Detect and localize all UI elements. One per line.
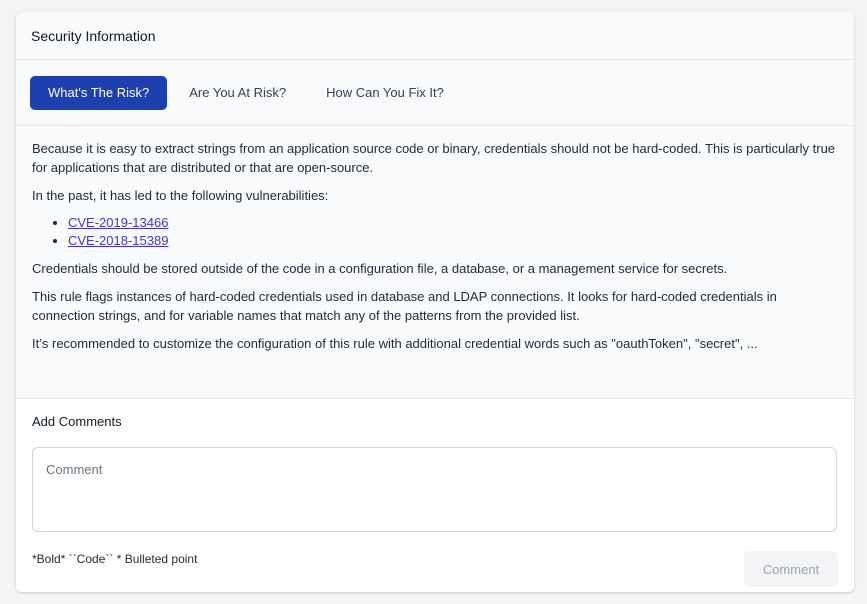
comment-input[interactable]: [32, 447, 837, 532]
vulnerability-list: [32, 214, 838, 250]
comment-submit-button[interactable]: Comment: [744, 551, 838, 587]
card-header: [16, 12, 854, 60]
cve-link-2018-15389[interactable]: CVE-2018-15389: [68, 233, 169, 248]
content-paragraph: This rule flags instances of hard-coded credentials used in database and LDAP connections. It looks for hard-coded credentials in connection strings, and for variable names that match any of the patterns from the provided list.: [32, 289, 777, 323]
tab-bar: [16, 60, 854, 126]
list-item: [68, 232, 838, 250]
security-info-card: [16, 12, 854, 592]
tab-are-you-at-risk[interactable]: Are You At Risk?: [171, 76, 304, 110]
comments-title: Add Comments: [32, 414, 122, 429]
markdown-hint: *Bold* ``Code`` * Bulleted point: [32, 552, 198, 566]
content-paragraph: It’s recommended to customize the configuration of this rule with additional credential words such as "oauthToken", "secret", ...: [32, 336, 758, 351]
tab-how-can-you-fix-it[interactable]: How Can You Fix It?: [308, 76, 462, 110]
content-paragraph: In the past, it has led to the following vulnerabilities:: [32, 188, 329, 203]
comment-footer: [32, 551, 838, 587]
content-paragraph: Credentials should be stored outside of the code in a configuration file, a database, or a management service for secrets.: [32, 261, 728, 276]
tab-content: [16, 126, 854, 399]
list-item: [68, 214, 838, 232]
card-title: Security Information: [31, 27, 156, 44]
cve-link-2019-13466[interactable]: CVE-2019-13466: [68, 215, 169, 230]
tab-whats-the-risk[interactable]: What's The Risk?: [30, 76, 167, 110]
comments-section: [16, 399, 854, 587]
content-paragraph: Because it is easy to extract strings from an application source code or binary, credentials should not be hard-coded. This is particularly true for applications that are distributed or that are open-source.: [32, 141, 836, 175]
